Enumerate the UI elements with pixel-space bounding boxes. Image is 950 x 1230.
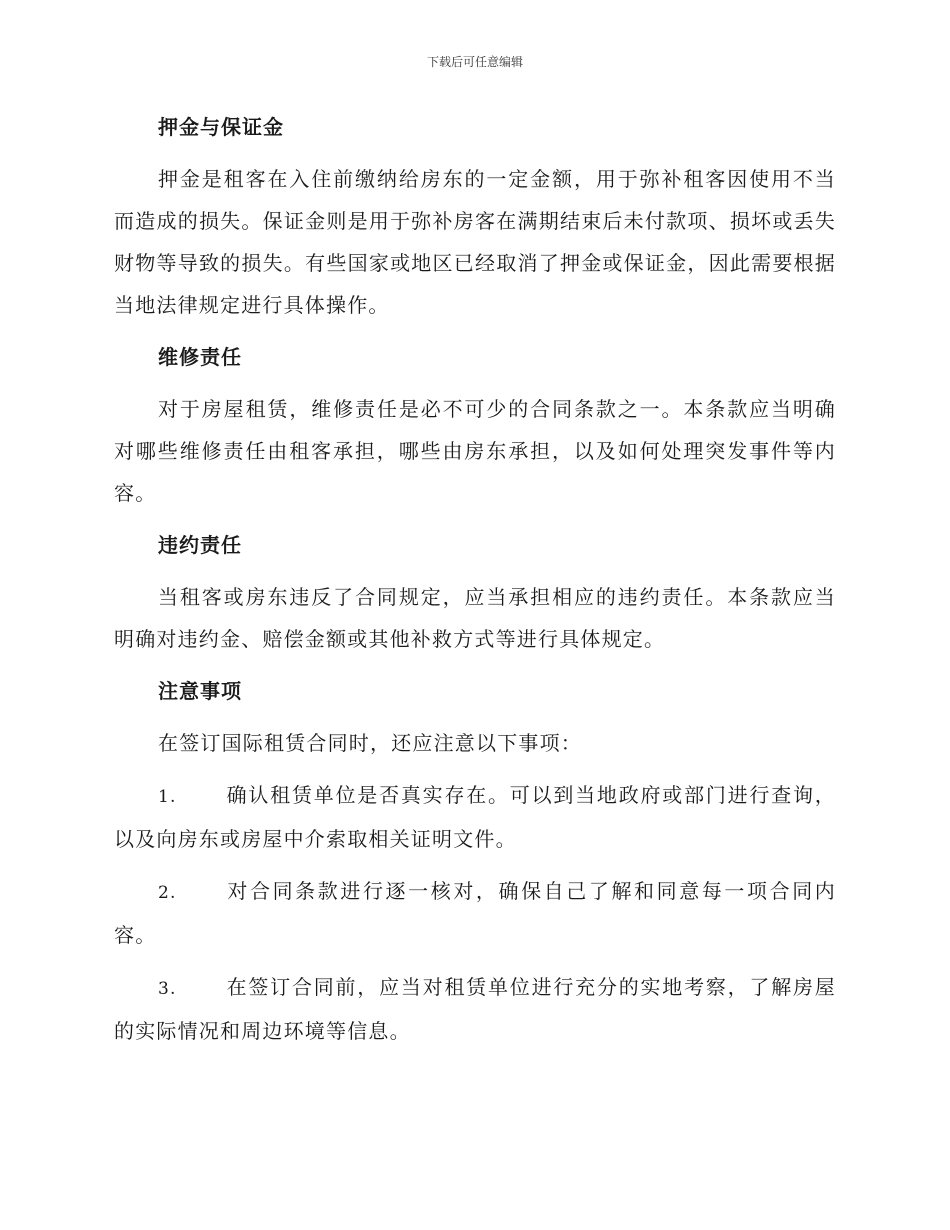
page-header: 下载后可任意编辑 bbox=[426, 55, 523, 69]
list-item-number: 2. bbox=[158, 883, 177, 903]
section-paragraph-breach: 当租客或房东违反了合同规定，应当承担相应的违约责任。本条款应当明确对违约金、赔偿金额或其他补救方式等进行具体规定。 bbox=[114, 585, 836, 651]
list-item-number: 1. bbox=[158, 787, 177, 807]
list-item-text: 在签订合同前，应当对租赁单位进行充分的实地考察，了解房屋的实际情况和周边环境等信息。 bbox=[114, 975, 836, 1043]
list-item bbox=[114, 966, 836, 1052]
document-body bbox=[114, 106, 836, 1052]
section-heading-maintenance: 维修责任 bbox=[158, 345, 242, 369]
list-item-text: 对合同条款进行逐一核对，确保自己了解和同意每一项合同内容。 bbox=[114, 879, 836, 947]
section-paragraph-deposit: 押金是租客在入住前缴纳给房东的一定金额，用于弥补租客因使用不当而造成的损失。保证金则是用于弥补房客在满期结束后未付款项、损坏或丢失财物等导致的损失。有些国家或地区已经取消了押金或保证金，因此需要根据当地法律规定进行具体操作。 bbox=[114, 167, 836, 317]
section-heading-notes: 注意事项 bbox=[158, 679, 242, 703]
list-item bbox=[114, 774, 836, 860]
section-heading-deposit: 押金与保证金 bbox=[158, 115, 284, 139]
list-item-number: 3. bbox=[158, 979, 177, 999]
section-heading-breach: 违约责任 bbox=[158, 533, 242, 557]
section-paragraph-notes: 在签订国际租赁合同时，还应注意以下事项： bbox=[158, 731, 582, 755]
list-item bbox=[114, 870, 836, 956]
list-item-text: 确认租赁单位是否真实存在。可以到当地政府或部门进行查询，以及向房东或房屋中介索取相关证明文件。 bbox=[114, 783, 836, 851]
section-paragraph-maintenance: 对于房屋租赁，维修责任是必不可少的合同条款之一。本条款应当明确对哪些维修责任由租客承担，哪些由房东承担，以及如何处理突发事件等内容。 bbox=[114, 397, 836, 505]
